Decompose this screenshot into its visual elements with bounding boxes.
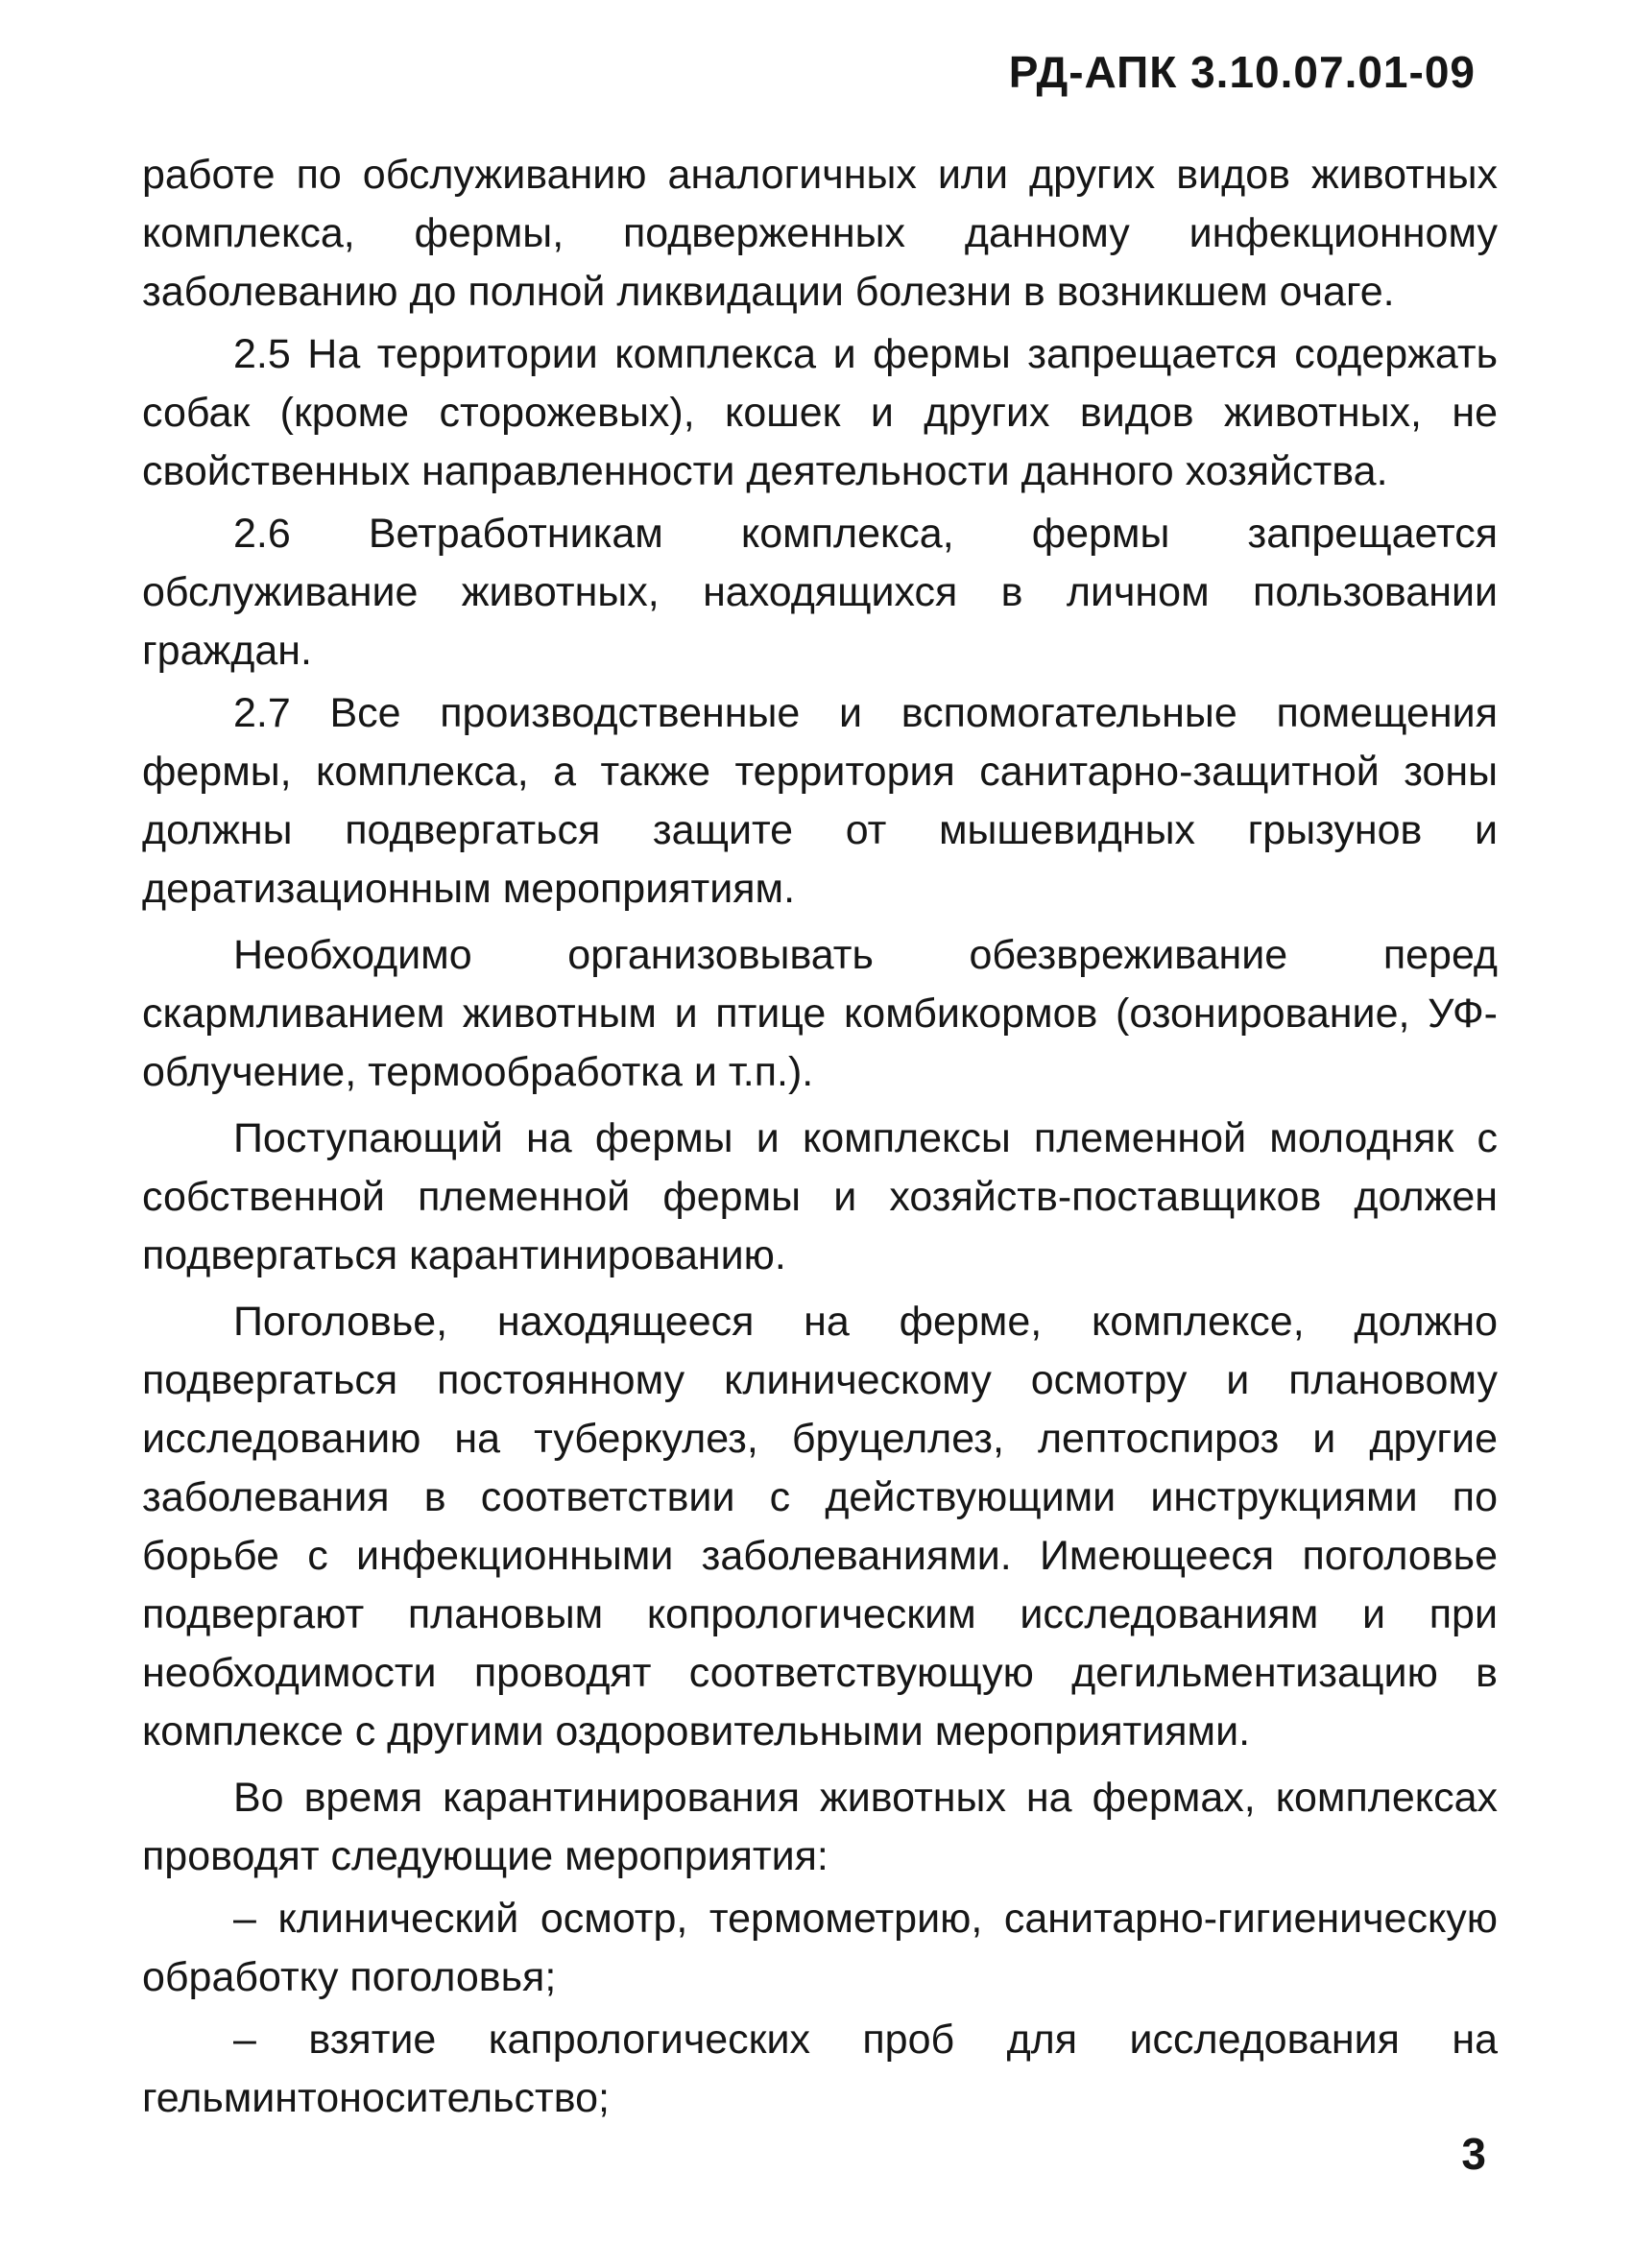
paragraph-quarantine-measures: Во время карантинирования животных на фермах, комплексах проводят следующие мероприятия:: [142, 1775, 1498, 1879]
document-code-header: РД-АПК 3.10.07.01-09: [1008, 47, 1476, 97]
paragraph-2-7: 2.7 Все производственные и вспомогательные помещения фермы, комплекса, а также территория санитарно-защитной зоны должны подвергаться защите от мышевидных грызунов и дератизационным мероприятиям.: [142, 690, 1498, 912]
paragraph-continuation: работе по обслуживанию аналогичных или других видов животных комплекса, фермы, подверженных данному инфекционному заболеванию до полной ликвидации болезни в возникшем очаге.: [142, 152, 1498, 315]
list-item-clinical-exam: – клинический осмотр, термометрию, санитарно-гигиеническую обработку поголовья;: [142, 1896, 1498, 2000]
list-item-coprological-samples: – взятие капрологических проб для исследования на гельминтоносительство;: [142, 2017, 1498, 2121]
paragraph-2-6: 2.6 Ветработникам комплекса, фермы запрещается обслуживание животных, находящихся в личном пользовании граждан.: [142, 511, 1498, 674]
page-number: 3: [1461, 2129, 1486, 2179]
paragraph-2-5: 2.5 На территории комплекса и фермы запрещается содержать собак (кроме сторожевых), кошек и других видов животных, не свойственных направленности деятельности данного хозяйства.: [142, 331, 1498, 494]
paragraph-feed-disinfection: Необходимо организовывать обезвреживание перед скармливанием животным и птице комбикормов (озонирование, УФ-облучение, термообработка и т.п.).: [142, 932, 1498, 1095]
paragraph-quarantine-youngstock: Поступающий на фермы и комплексы племенной молодняк с собственной племенной фермы и хозяйств-поставщиков должен подвергаться карантинированию.: [142, 1115, 1498, 1278]
document-body: [142, 146, 1498, 2132]
paragraph-herd-examination: Поголовье, находящееся на ферме, комплексе, должно подвергаться постоянному клиническому осмотру и плановому исследованию на туберкулез, бруцеллез, лептоспироз и другие заболевания в соответствии с действующими инструкциями по борьбе с инфекционными заболеваниями. Имеющееся поголовье подвергают плановым копрологическим исследованиям и при необходимости проводят соответствующую дегильментизацию в комплексе с другими оздоровительными мероприятиями.: [142, 1299, 1498, 1755]
